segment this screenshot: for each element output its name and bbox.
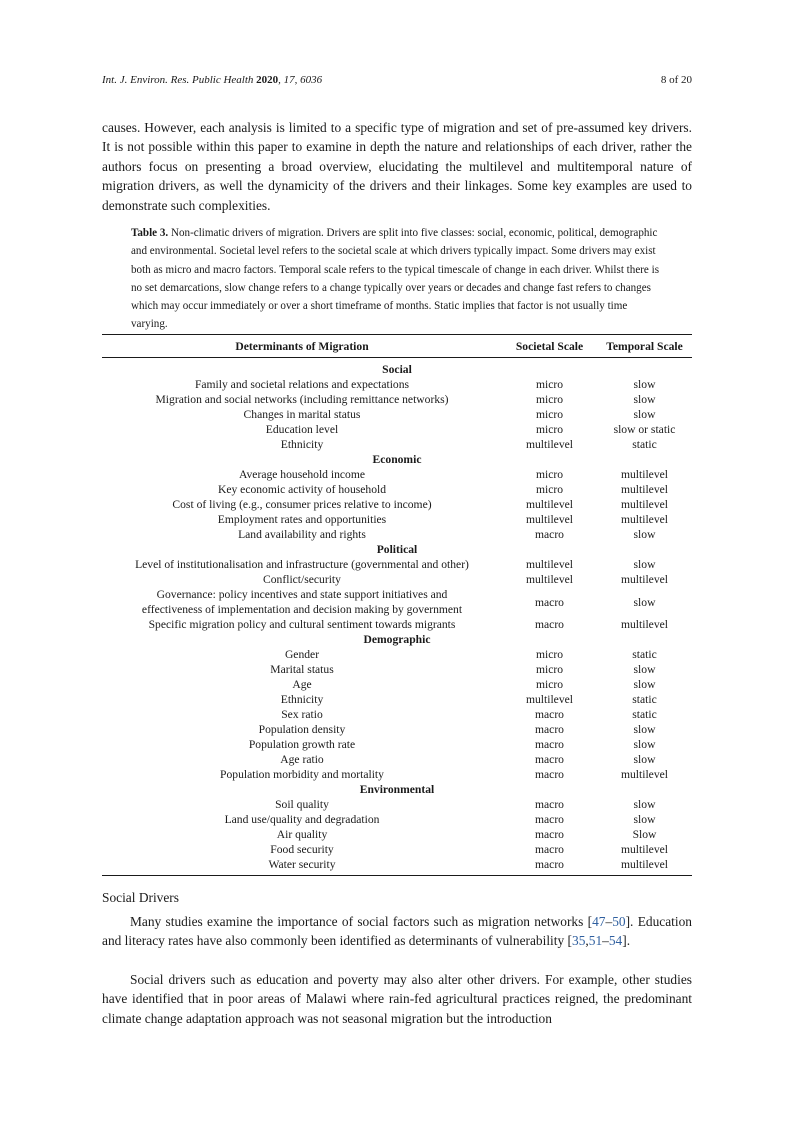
table-caption [131, 224, 666, 334]
col-header-determinants: Determinants of Migration [102, 335, 502, 358]
table-row: Education level micro slow or static [265, 422, 676, 436]
social-drivers-paragraph: Many studies examine the importance of social factors such as migration networks [47–50]. Education and literacy rates have also commonly been identified as determinants of vulnerability [35,51–54]. [102, 914, 692, 949]
table-row: Population morbidity and mortality macro multilevel [220, 767, 668, 781]
table-caption-text: Non-climatic drivers of migration. Drivers are split into five classes: social, economic, political, demographic and environmental. Societal level refers to the societal scale at which drivers typically impact. Some drivers may exist both as micro and macro factors. Temporal scale refers to the typical timescale of change in each driver. Whilst there is no set demarcations, slow change refers to a change typically over years or decades and change fast refers to changes which may occur immediately or over a short timeframe of months. Static implies that factor is not usually time varying. [131, 227, 660, 331]
intro-paragraph: causes. However, each analysis is limited to a specific type of migration and set of pre-assumed key drivers. It is not possible within this paper to examine in depth the nature and relationships of each driver, rather the authors focus on presenting a broad overview, elucidating the multilevel and multitemporal nature of migration drivers, as well the dynamicity of the drivers and their linkages. Some key examples are used to demonstrate such complexities. [102, 120, 692, 213]
table-row: Governance: policy incentives and state support initiatives and effectiveness of implementation and decision making by government macro slow [102, 587, 692, 617]
table-row: Gender micro static [284, 647, 657, 661]
table-row: Age ratio macro slow [280, 752, 656, 766]
table-row: Land use/quality and degradation macro slow [224, 812, 656, 826]
table-row: Water security macro multilevel [102, 857, 692, 876]
journal-year: 2020 [256, 74, 279, 86]
class-row-environmental: Environmental [359, 782, 435, 796]
col-header-societal-scale: Societal Scale [502, 335, 597, 358]
table-caption-label: Table 3. [131, 227, 169, 239]
table-row: Cost of living (e.g., consumer prices relative to income) multilevel multilevel [172, 497, 668, 511]
citation-link[interactable]: 50 [612, 914, 626, 929]
table-row: Air quality macro Slow [276, 827, 657, 841]
page-number: 8 of 20 [660, 74, 692, 86]
table-header-row [102, 335, 692, 358]
table-row: Soil quality macro slow [275, 797, 656, 811]
table-row: Changes in marital status micro slow [243, 407, 656, 421]
class-row-political: Political [376, 542, 418, 556]
table-row: Land availability and rights macro slow [238, 527, 656, 541]
table-row: Key economic activity of household micro multilevel [217, 482, 668, 496]
migration-drivers-table [102, 334, 692, 876]
table-row: Age micro slow [292, 677, 656, 691]
journal-citation: Int. J. Environ. Res. Public Health 2020, 17, 6036 [102, 74, 323, 86]
table-row: Specific migration policy and cultural sentiment towards migrants macro multilevel [148, 617, 668, 631]
citation-link[interactable]: 47 [592, 914, 606, 929]
table-row: Conflict/security multilevel multilevel [263, 572, 668, 586]
governance-cell: Governance: policy incentives and state support initiatives and effectiveness of implementation and decision making by government [141, 588, 463, 616]
citation-link[interactable]: 35 [572, 933, 586, 949]
table-row: Population growth rate macro slow [248, 737, 656, 751]
social-drivers-paragraph-2: Social drivers such as education and poverty may also alter other drivers. For example, other studies have identified that in poor areas of Malawi where rain-fed agricultural practices reigned, the predominant climate change adaptation approach was not seasonal migration but the introduction [102, 972, 692, 1026]
table-row: Family and societal relations and expectations micro slow [194, 377, 656, 391]
section-title: Social Drivers [102, 890, 179, 905]
table-row: Food security macro multilevel [270, 842, 668, 856]
table-row: Migration and social networks (including remittance networks) micro slow [155, 392, 656, 406]
class-row-economic: Economic [372, 452, 422, 466]
table-row: Level of institutionalisation and infrastructure (governmental and other) multilevel slow [135, 557, 656, 571]
col-header-temporal-scale: Temporal Scale [597, 335, 692, 358]
table-row: Marital status micro slow [270, 662, 656, 676]
class-row-demographic: Demographic [363, 632, 431, 646]
citation-link[interactable]: 51 [588, 933, 603, 949]
table-row: Ethnicity multilevel static [280, 437, 657, 451]
journal-volume: , 17, 6036 [278, 74, 323, 86]
table-row: Sex ratio macro static [281, 707, 657, 721]
class-row-social: Social [382, 362, 412, 376]
citation-link[interactable]: 54 [608, 933, 623, 949]
table-row: Population density macro slow [258, 722, 656, 736]
table-row: Ethnicity multilevel static [280, 692, 657, 706]
table-row: Employment rates and opportunities multilevel multilevel [217, 512, 668, 526]
table-row: Average household income micro multilevel [239, 467, 668, 481]
running-header [102, 74, 692, 90]
